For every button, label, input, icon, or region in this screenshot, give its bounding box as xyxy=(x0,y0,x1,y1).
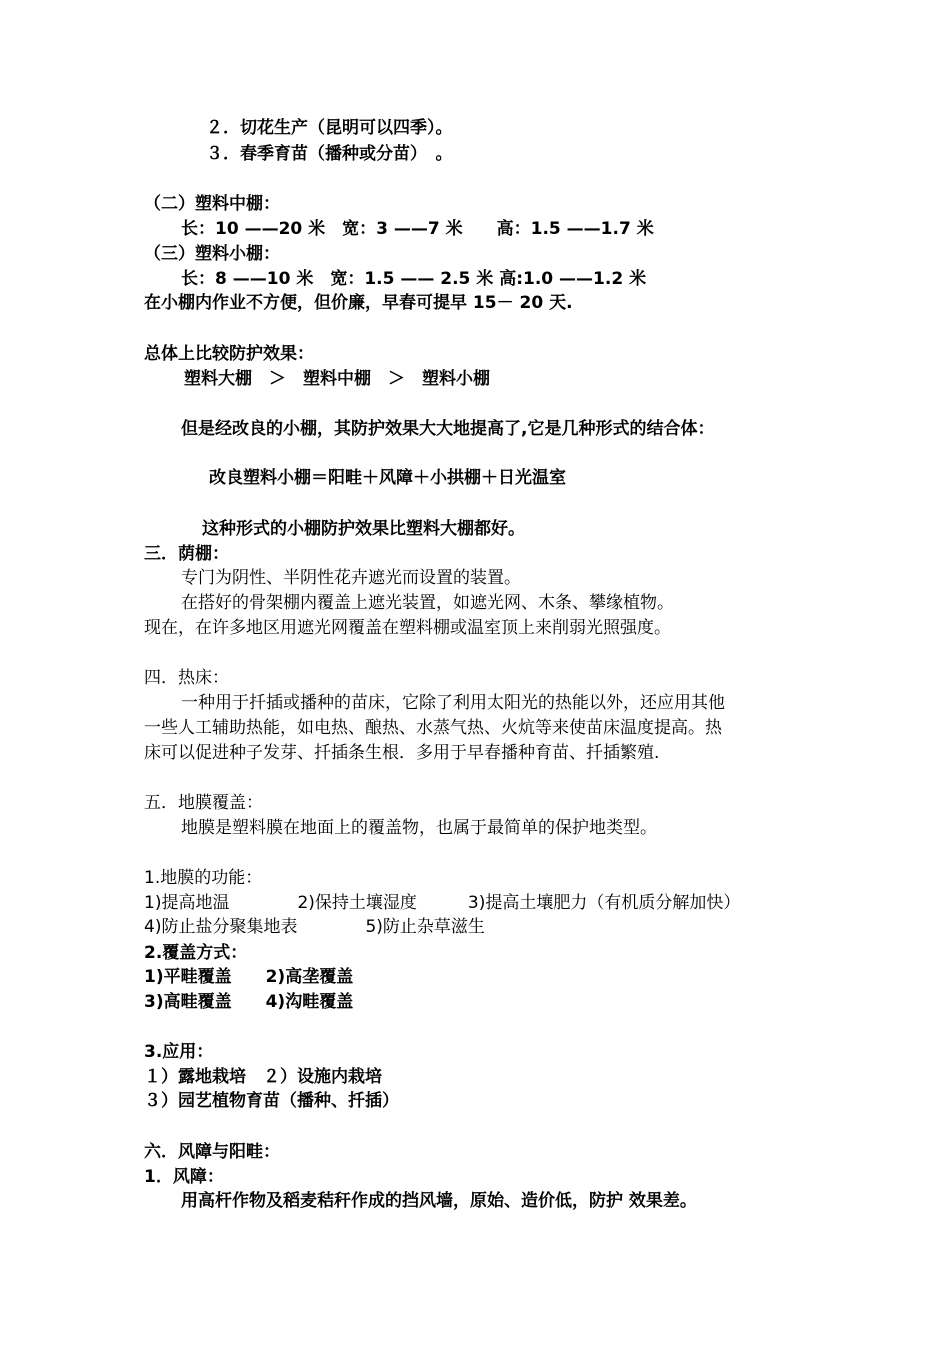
list-line: １）露地栽培 ２）设施内栽培 xyxy=(144,1067,382,1087)
subheading-film-functions: 1.地膜的功能： xyxy=(144,868,263,888)
heading-mulch-film: 五．地膜覆盖： xyxy=(144,793,263,813)
paragraph-line: 一些人工辅助热能，如电热、酿热、水蒸气热、火炕等来使苗床温度提高。热 xyxy=(144,718,722,738)
heading-hotbed: 四．热床： xyxy=(144,668,229,688)
paragraph-line: 一种用于扦插或播种的苗床，它除了利用太阳光的热能以外，还应用其他 xyxy=(181,693,725,713)
improved-tunnel-paragraph: 但是经改良的小棚，其防护效果大大地提高了,它是几种形式的结合体： xyxy=(181,419,715,439)
subheading-windbreak: 1．风障： xyxy=(144,1167,224,1187)
heading-small-tunnel: （三）塑料小棚： xyxy=(144,244,280,264)
subheading-covering-methods: 2.覆盖方式： xyxy=(144,943,248,963)
list-line: ３）园艺植物育苗（播种、扦插） xyxy=(144,1091,399,1111)
list-line: 1)提高地温 2)保持土壤湿度 3)提高土壤肥力（有机质分解加快） xyxy=(144,893,741,913)
paragraph-line: 地膜是塑料膜在地面上的覆盖物，也属于最简单的保护地类型。 xyxy=(181,818,657,838)
list-line: 4)防止盐分聚集地表 5)防止杂草滋生 xyxy=(144,917,485,937)
heading-overall-comparison: 总体上比较防护效果： xyxy=(144,344,314,364)
small-tunnel-note: 在小棚内作业不方便，但价廉，早春可提早 15－ 20 天. xyxy=(144,293,573,313)
list-item-cut-flower: ２．切花生产（昆明可以四季）。 xyxy=(206,118,453,138)
list-line: 1)平畦覆盖 2)高垄覆盖 xyxy=(144,967,354,987)
heading-windbreak-cold-frame: 六．风障与阳畦： xyxy=(144,1142,280,1162)
subheading-applications: 3.应用： xyxy=(144,1042,214,1062)
list-item-spring-seedling: ３．春季育苗（播种或分苗） 。 xyxy=(206,144,453,164)
paragraph-line: 现在，在许多地区用遮光网覆盖在塑料棚或温室顶上来削弱光照强度。 xyxy=(144,618,671,638)
list-line: 3)高畦覆盖 4)沟畦覆盖 xyxy=(144,992,354,1012)
paragraph-line: 用高杆作物及稻麦秸秆作成的挡风墙，原始、造价低，防护 效果差。 xyxy=(181,1191,697,1211)
improved-tunnel-conclusion: 这种形式的小棚防护效果比塑料大棚都好。 xyxy=(202,519,525,539)
paragraph-line: 专门为阴性、半阴性花卉遮光而设置的装置。 xyxy=(181,568,521,588)
heading-shade-house: 三．荫棚： xyxy=(144,544,229,564)
heading-medium-tunnel: （二）塑料中棚： xyxy=(144,194,280,214)
dimensions-small-tunnel: 长：8 ——10 米 宽：1.5 —— 2.5 米 高:1.0 ——1.2 米 xyxy=(181,269,647,289)
dimensions-medium-tunnel: 长：10 ——20 米 宽：3 ——7 米 高：1.5 ——1.7 米 xyxy=(181,219,654,239)
paragraph-line: 在搭好的骨架棚内覆盖上遮光装置，如遮光网、木条、攀缘植物。 xyxy=(181,593,674,613)
paragraph-line: 床可以促进种子发芽、扦插条生根．多用于早春播种育苗、扦插繁殖. xyxy=(144,743,660,763)
improved-tunnel-formula: 改良塑料小棚＝阳畦＋风障＋小拱棚＋日光温室 xyxy=(209,468,566,488)
comparison-ranking: 塑料大棚 ＞ 塑料中棚 ＞ 塑料小棚 xyxy=(184,369,490,389)
